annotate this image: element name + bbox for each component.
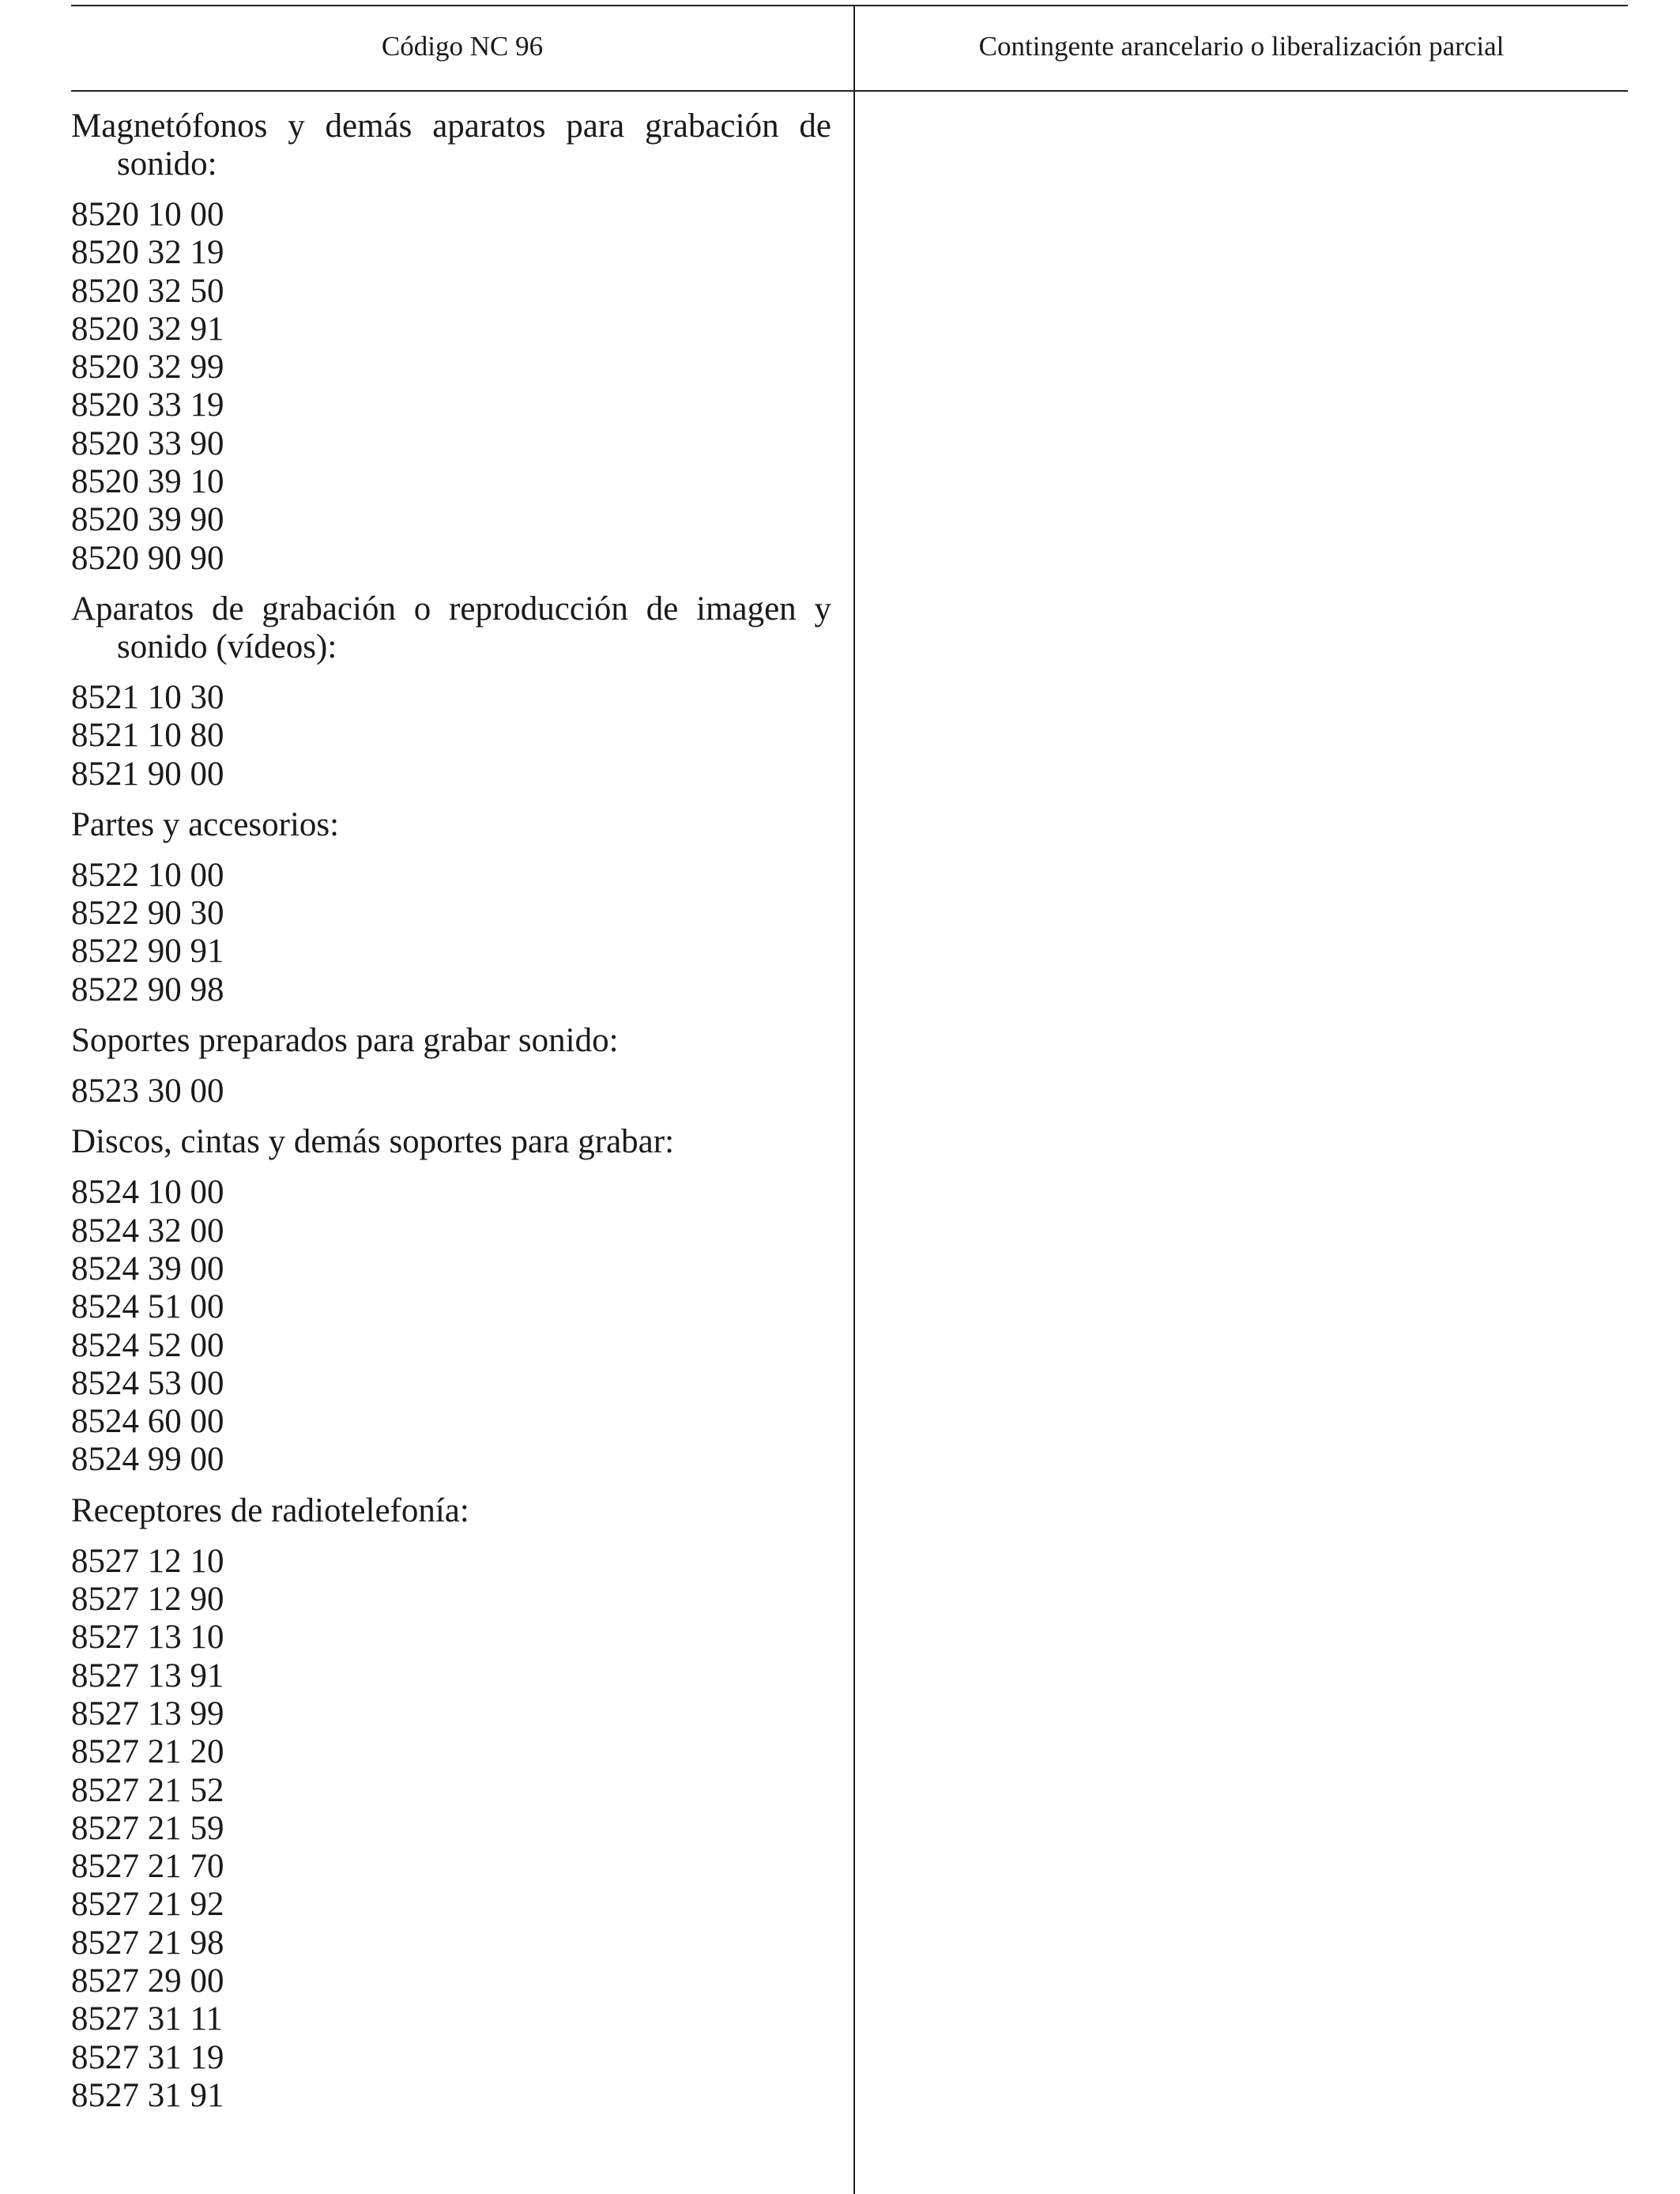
nc-code: 8520 33 90 — [71, 424, 224, 462]
nc-code: 8527 21 59 — [71, 1809, 224, 1847]
nc-code: 8524 52 00 — [71, 1326, 224, 1364]
nc-code: 8521 90 00 — [71, 755, 224, 793]
nc-code: 8520 32 19 — [71, 234, 224, 272]
nc-code: 8521 10 80 — [71, 717, 224, 755]
section-heading: Magnetófonos y demás aparatos para grabación de sonido: — [71, 107, 831, 183]
nc-code: 8522 90 30 — [71, 895, 224, 933]
nc-code: 8520 33 19 — [71, 386, 224, 424]
section-heading: Aparatos de grabación o reproducción de imagen y sonido (vídeos): — [71, 590, 831, 665]
nc-code: 8527 12 90 — [71, 1581, 224, 1619]
code-list — [71, 1174, 831, 1479]
nc-code: 8527 21 92 — [71, 1886, 224, 1924]
nc-code: 8524 10 00 — [71, 1174, 224, 1212]
nc-code: 8520 32 50 — [71, 272, 224, 310]
nc-code: 8527 31 11 — [71, 2000, 223, 2038]
nc-code: 8527 13 91 — [71, 1657, 224, 1695]
nc-code: 8520 39 10 — [71, 463, 224, 501]
code-column — [71, 107, 831, 2128]
column-divider — [853, 5, 855, 2194]
nc-code: 8524 32 00 — [71, 1212, 224, 1250]
code-list — [71, 196, 831, 578]
nc-code: 8521 10 30 — [71, 678, 224, 716]
code-list — [71, 1543, 831, 2115]
nc-code: 8522 90 98 — [71, 971, 224, 1008]
nc-code: 8520 32 91 — [71, 310, 224, 348]
column-header-code: Código NC 96 — [381, 31, 544, 62]
nc-code: 8520 10 00 — [71, 196, 224, 233]
nc-code: 8527 31 19 — [71, 2038, 224, 2076]
nc-code: 8527 21 98 — [71, 1924, 224, 1962]
nc-code: 8527 21 70 — [71, 1848, 224, 1886]
table-header-rule — [71, 90, 1628, 92]
column-header-quota: Contingente arancelario o liberalización parcial — [978, 31, 1505, 62]
nc-code: 8524 60 00 — [71, 1403, 224, 1441]
nc-code: 8522 10 00 — [71, 856, 224, 894]
nc-code: 8527 13 10 — [71, 1619, 224, 1657]
code-list — [71, 857, 831, 1009]
nc-code: 8527 13 99 — [71, 1695, 224, 1732]
nc-code: 8520 39 90 — [71, 501, 224, 539]
nc-code: 8527 31 91 — [71, 2076, 224, 2114]
nc-code: 8520 90 90 — [71, 539, 224, 577]
nc-code: 8523 30 00 — [71, 1072, 224, 1110]
section-heading: Receptores de radiotelefonía: — [71, 1491, 469, 1529]
code-list — [71, 1072, 831, 1110]
section-heading: Partes y accesorios: — [71, 805, 340, 843]
section-heading: Discos, cintas y demás soportes para grabar: — [71, 1123, 675, 1161]
section-heading: Soportes preparados para grabar sonido: — [71, 1022, 619, 1060]
nc-code: 8524 99 00 — [71, 1441, 224, 1479]
nc-code: 8527 12 10 — [71, 1542, 224, 1580]
nc-code: 8524 39 00 — [71, 1250, 224, 1287]
code-list — [71, 679, 831, 794]
nc-code: 8522 90 91 — [71, 933, 224, 971]
table-top-rule — [71, 5, 1628, 6]
nc-code: 8527 21 52 — [71, 1771, 224, 1809]
nc-code: 8527 21 20 — [71, 1733, 224, 1771]
nc-code: 8524 51 00 — [71, 1288, 224, 1326]
nc-code: 8520 32 99 — [71, 349, 224, 386]
nc-code: 8524 53 00 — [71, 1364, 224, 1402]
nc-code: 8527 29 00 — [71, 1962, 224, 2000]
